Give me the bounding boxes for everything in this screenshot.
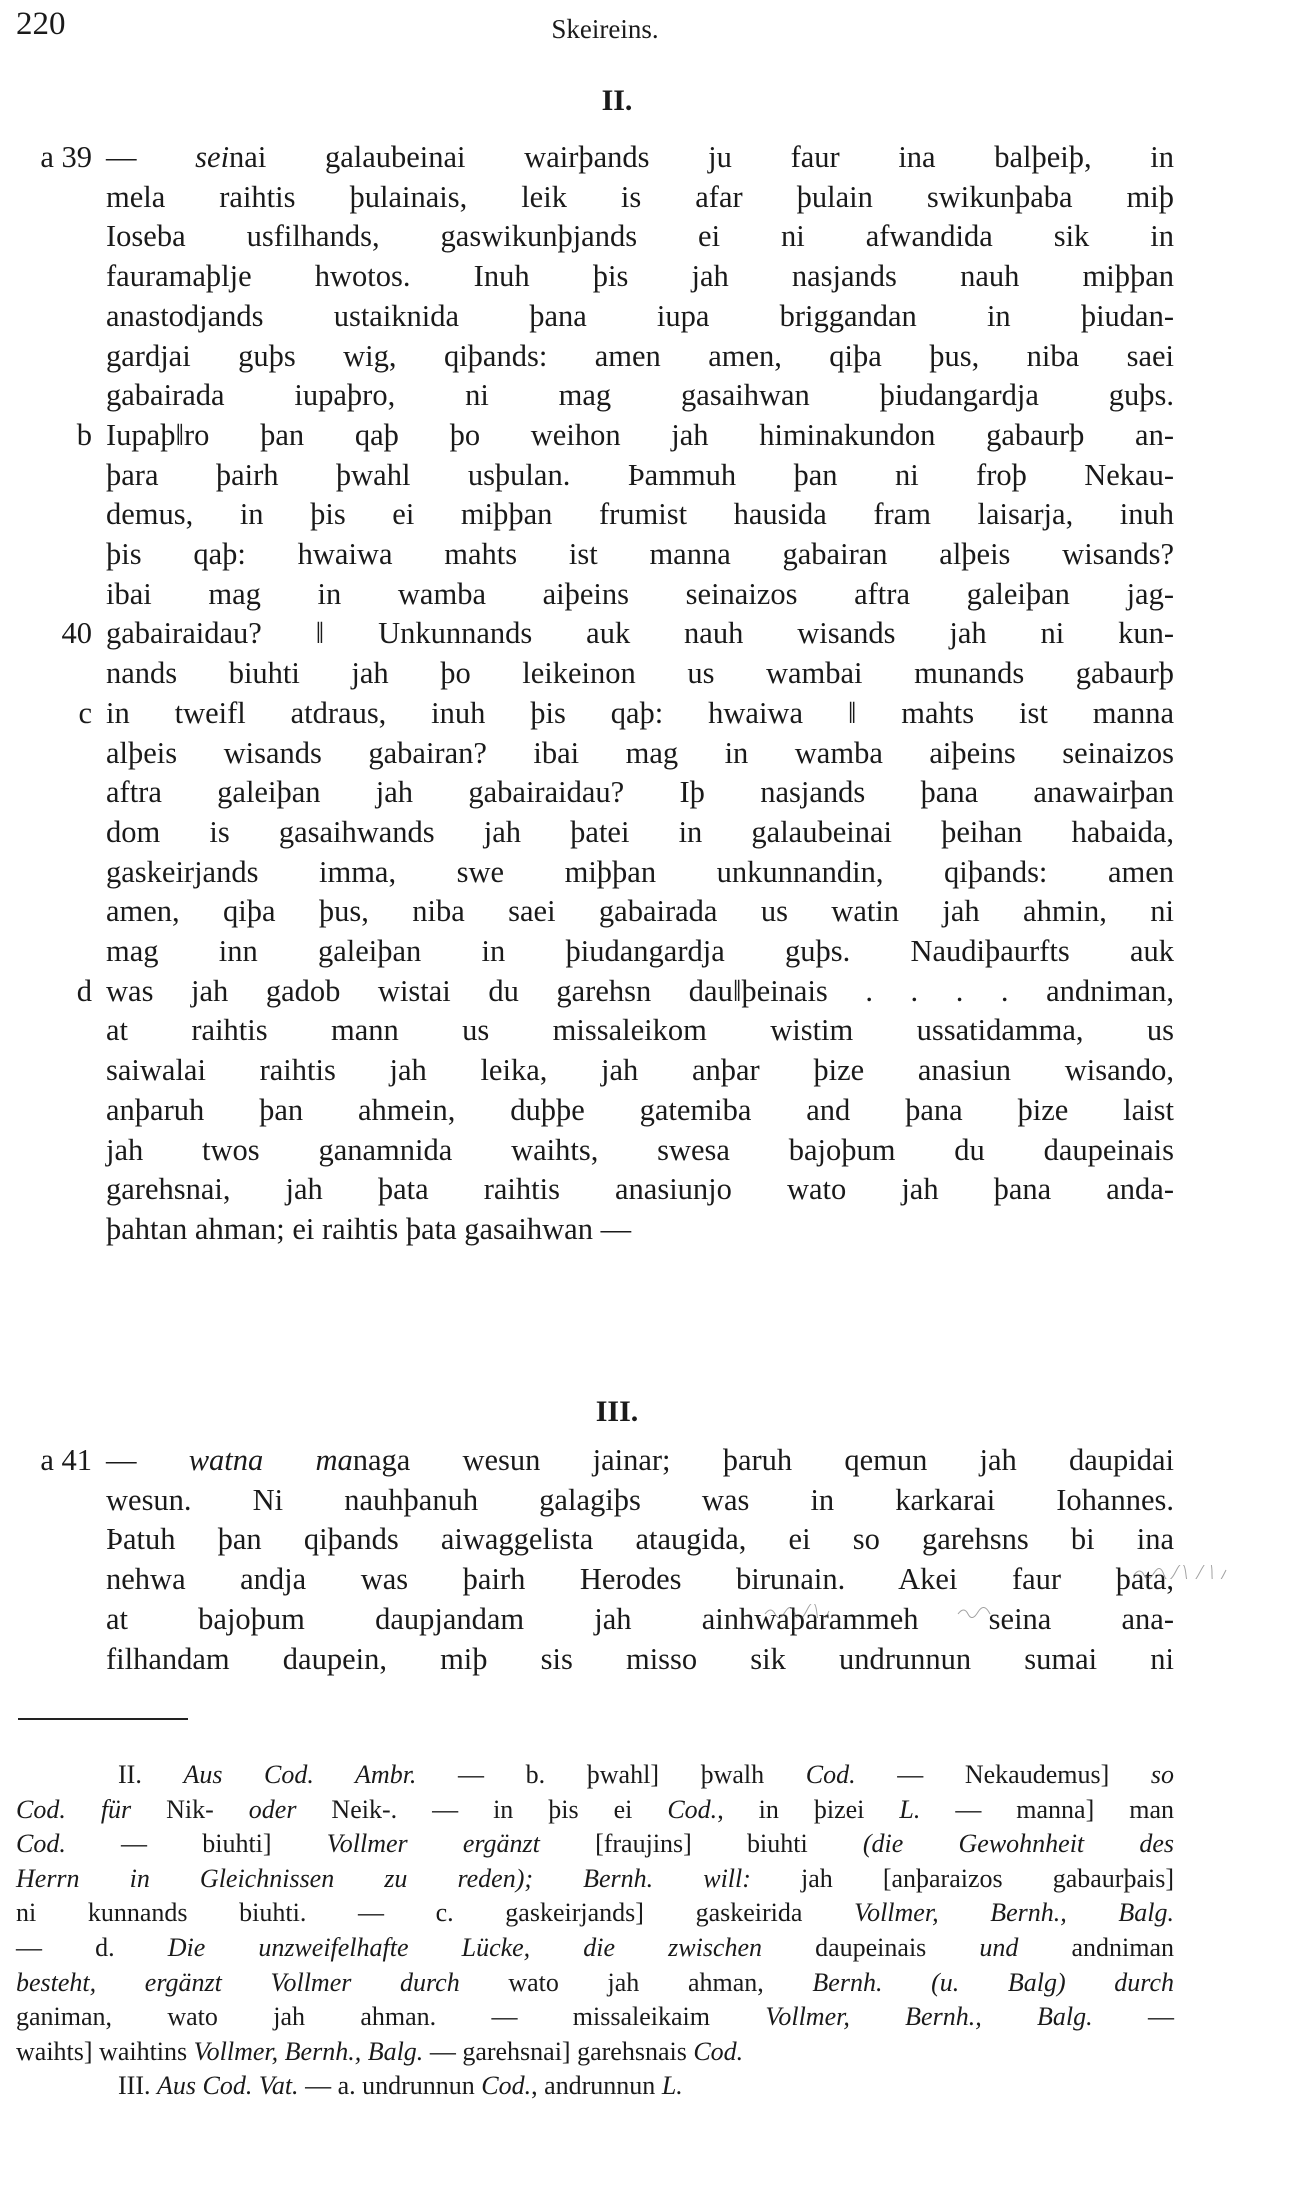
text-run: wesun. Ni nauhþanuh galagiþs was in karkarai Iohannes. <box>106 1482 1174 1517</box>
text-run: — b. þwahl] þwalh <box>416 1760 806 1789</box>
italic-text: L. <box>899 1794 921 1824</box>
margin-reference: 40 <box>61 616 92 651</box>
text-line <box>106 1010 1174 1050</box>
italic-text: so <box>1150 1760 1174 1789</box>
text-run: wato jah ahman, <box>459 1967 813 1997</box>
footnote-line <box>16 2000 1174 2034</box>
text-run: ganiman, wato jah ahman. — missaleikaim <box>16 2002 766 2032</box>
italic-text: Cod. <box>16 1829 66 1859</box>
italic-text: Aus Cod. Ambr. <box>183 1760 417 1789</box>
text-line <box>106 1169 1174 1209</box>
text-line <box>106 812 1174 852</box>
text-run: þara þairh þwahl usþulan. Þammuh þan ni froþ Nekau- <box>106 457 1174 492</box>
text-run: gabairada iupaþro, ni mag gasaihwan þiudangardja guþs. <box>106 378 1174 413</box>
text-run: Ioseba usfilhands, gaswikunþjands ei ni afwandida sik in <box>106 219 1174 254</box>
text-line <box>106 733 1174 773</box>
text-line <box>106 216 1174 256</box>
italic-text: und <box>979 1933 1019 1962</box>
text-line <box>106 1599 1174 1639</box>
footnote-line <box>16 1896 1174 1930</box>
text-run: , in þizei <box>717 1794 900 1824</box>
text-line <box>106 1639 1174 1679</box>
footnote-line <box>16 2035 1174 2069</box>
handwritten-annotation <box>763 1604 843 1618</box>
text-line <box>106 1519 1174 1559</box>
text-run: daupeinais <box>762 1933 980 1962</box>
italic-text: L. <box>661 2071 683 2101</box>
text-run: amen, qiþa þus, niba saei gabairada us watin jah ahmin, ni <box>106 894 1174 929</box>
text-run: ni kunnands biuhti. — c. gaskeirjands] gaskeirida <box>16 1898 855 1928</box>
italic-text: (die Gewohnheit des <box>862 1829 1175 1859</box>
text-run: þis qaþ: hwaiwa mahts ist manna gabairan alþeis wisands? <box>106 537 1174 571</box>
text-line <box>106 256 1174 296</box>
italic-text: Vollmer, Bernh., Balg. <box>193 2036 424 2066</box>
italic-text: Cod. für <box>16 1794 132 1824</box>
margin-reference: c <box>78 695 92 730</box>
text-run: garehsnai, jah þata raihtis anasiunjo wato jah þana anda- <box>106 1172 1174 1207</box>
text-run: fauramaþlje hwotos. Inuh þis jah nasjands nauh miþþan <box>106 259 1174 294</box>
text-run: jah twos ganamnida waihts, swesa bajoþum du daupeinais <box>106 1132 1174 1167</box>
footnote-line <box>118 1758 1174 1792</box>
text-run: — Nekaudemus] <box>855 1760 1151 1789</box>
text-run: anþaruh þan ahmein, duþþe gatemiba and þana þize laist <box>106 1092 1174 1127</box>
text-run: naga wesun jainar; þaruh qemun jah daupidai <box>352 1443 1174 1477</box>
italic-text: Cod. <box>805 1760 856 1789</box>
footnote-divider <box>18 1718 188 1720</box>
text-run: Iupaþ‖ro þan qaþ þo weihon jah himinakundon gabaurþ an- <box>106 417 1174 452</box>
text-run: Nik- <box>131 1794 249 1824</box>
text-line <box>106 1130 1174 1170</box>
text-run: in tweifl atdraus, inuh þis qaþ: hwaiwa ‖ mahts ist manna <box>106 695 1174 730</box>
text-run: filhandam daupein, miþ sis misso sik undrunnun sumai ni <box>106 1641 1174 1676</box>
text-run: Neik-. — in þis ei <box>296 1794 668 1824</box>
text-line <box>106 415 1174 455</box>
italic-text: oder <box>248 1794 297 1824</box>
running-title: Skeireins. <box>551 14 659 44</box>
italic-text: Bernh. (u. Balg) durch <box>812 1967 1175 1997</box>
text-line <box>106 772 1174 812</box>
text-line <box>106 1090 1174 1130</box>
italic-text: Aus Cod. Vat. <box>156 2071 299 2101</box>
text-run: ibai mag in wamba aiþeins seinaizos aftra galeiþan jag- <box>106 576 1174 611</box>
text-run: — a. undrunnun <box>298 2071 482 2101</box>
text-run: — <box>106 1443 189 1477</box>
text-line <box>106 1050 1174 1090</box>
italic-text: Vollmer ergänzt <box>326 1829 540 1859</box>
text-run: mela raihtis þulainais, leik is afar þulain swikunþaba miþ <box>106 179 1174 214</box>
footnote-line <box>16 1793 1174 1827</box>
handwritten-annotation <box>1132 1565 1242 1579</box>
text-run: jah [anþaraizos gabaurþais] <box>750 1863 1174 1893</box>
text-run: gaskeirjands imma, swe miþþan unkunnandin, qiþands: amen <box>106 854 1174 889</box>
text-run: þahtan ahman; ei raihtis þata gasaihwan — <box>106 1211 632 1246</box>
text-run: saiwalai raihtis jah leika, jah anþar þize anasiun wisando, <box>106 1053 1174 1088</box>
text-line <box>106 1440 1174 1480</box>
text-line <box>106 613 1174 653</box>
text-run: dom is gasaihwands jah þatei in galaubeinai þeihan habaida, <box>106 814 1174 849</box>
italic-text: Cod. <box>481 2071 532 2101</box>
text-run: mag inn galeiþan in þiudangardja guþs. Naudiþaurfts auk <box>106 934 1174 968</box>
footnote-line <box>118 2069 1174 2103</box>
footnote-line <box>16 1827 1174 1861</box>
text-run: anastodjands ustaiknida þana iupa briggandan in þiudan- <box>106 298 1174 333</box>
text-line <box>106 971 1174 1011</box>
text-line <box>106 296 1174 336</box>
text-run: at bajoþum daupjandam jah ainhwaþarammeh seina ana- <box>106 1601 1174 1636</box>
text-run: gardjai guþs wig, qiþands: amen amen, qiþa þus, niba saei <box>106 338 1174 373</box>
page-number: 220 <box>16 6 66 42</box>
italic-text: Cod. <box>693 2036 744 2066</box>
text-line <box>106 574 1174 614</box>
text-line <box>106 1480 1174 1520</box>
text-run: — biuhti] <box>65 1829 327 1859</box>
italic-text: Vollmer, Bernh., Balg. <box>765 2002 1093 2032</box>
footnote-line <box>16 1966 1174 2000</box>
text-line <box>106 455 1174 495</box>
section-heading: III. <box>595 1395 639 1428</box>
margin-reference: d <box>76 973 92 1008</box>
text-line <box>106 534 1174 574</box>
text-line <box>106 1209 1174 1249</box>
text-run: Þatuh þan qiþands aiwaggelista ataugida, ei so garehsns bi ina <box>106 1522 1174 1557</box>
text-line <box>106 891 1174 931</box>
text-line <box>106 375 1174 415</box>
text-line <box>106 177 1174 217</box>
text-run: demus, in þis ei miþþan frumist hausida fram laisarja, inuh <box>106 497 1174 532</box>
italic-text: besteht, ergänzt Vollmer durch <box>16 1967 460 1997</box>
footnote-line <box>16 1931 1174 1965</box>
margin-reference: b <box>76 417 92 452</box>
text-run: aftra galeiþan jah gabairaidau? Iþ nasjands þana anawairþan <box>106 775 1174 810</box>
text-run: andniman <box>1018 1933 1175 1962</box>
text-run: II. <box>118 1760 184 1789</box>
text-line <box>106 653 1174 693</box>
text-line <box>106 931 1174 971</box>
text-line <box>106 137 1174 177</box>
text-line <box>106 693 1174 733</box>
italic-text: sei <box>195 140 230 174</box>
text-run: nai galaubeinai wairþands ju faur ina balþeiþ, in <box>229 140 1175 174</box>
italic-text: Herrn in Gleichnissen zu reden); Bernh. will: <box>16 1863 751 1893</box>
footnote-line <box>16 1862 1174 1896</box>
text-run: — garehsnai] garehsnais <box>423 2036 694 2066</box>
text-line <box>106 494 1174 534</box>
text-run: — d. <box>16 1933 168 1962</box>
text-run: — <box>106 140 196 174</box>
text-run: at raihtis mann us missaleikom wistim ussatidamma, us <box>106 1013 1174 1048</box>
text-run: , andrunnun <box>531 2071 662 2101</box>
italic-text: Vollmer, Bernh., Balg. <box>854 1898 1174 1928</box>
handwritten-annotation <box>956 1604 996 1618</box>
text-run: alþeis wisands gabairan? ibai mag in wamba aiþeins seinaizos <box>106 735 1174 770</box>
section-heading: II. <box>601 84 633 117</box>
text-run: [fraujins] biuhti <box>539 1829 863 1859</box>
text-run: — manna] man <box>920 1794 1174 1824</box>
margin-reference: a 41 <box>40 1443 92 1477</box>
text-line <box>106 336 1174 376</box>
text-run: waihts] waihtins <box>16 2036 194 2066</box>
text-line <box>106 1559 1174 1599</box>
italic-text: Cod. <box>667 1794 718 1824</box>
text-run: nands biuhti jah þo leikeinon us wambai munands gabaurþ <box>106 656 1174 691</box>
text-run: nehwa andja was þairh Herodes birunain. Akei faur þata, <box>106 1562 1174 1597</box>
text-run: — <box>1092 2002 1174 2032</box>
italic-text: watna ma <box>188 1443 353 1477</box>
text-run: gabairaidau? ‖ Unkunnands auk nauh wisands jah ni kun- <box>106 616 1174 651</box>
text-run: was jah gadob wistai du garehsn dau‖þeinais . . . . andniman, <box>106 973 1174 1008</box>
text-line <box>106 852 1174 892</box>
margin-reference: a 39 <box>40 140 92 174</box>
italic-text: Die unzweifelhafte Lücke, die zwischen <box>167 1933 763 1962</box>
text-run: III. <box>118 2071 157 2101</box>
